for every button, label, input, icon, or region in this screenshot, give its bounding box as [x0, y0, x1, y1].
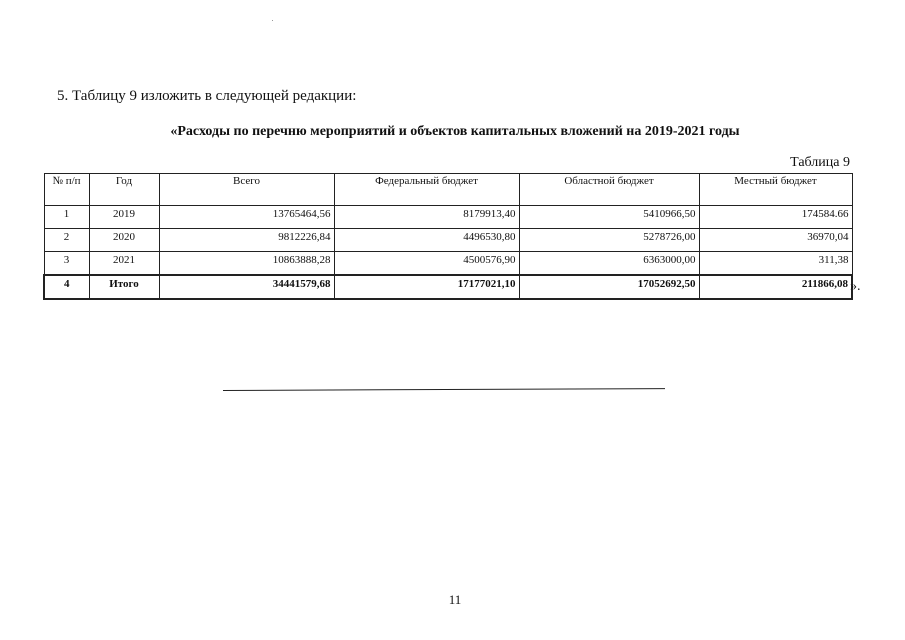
- cell-regional: 5278726,00: [519, 229, 699, 252]
- table-total-row: [44, 275, 852, 299]
- header-total: Всего: [159, 174, 334, 206]
- cell-num: 2: [44, 229, 89, 252]
- cell-total: 13765464,56: [159, 206, 334, 229]
- table-title: «Расходы по перечню мероприятий и объектов капитальных вложений на 2019-2021 годы: [170, 124, 740, 139]
- cell-federal: 4496530,80: [334, 229, 519, 252]
- header-local: Местный бюджет: [699, 174, 852, 206]
- page-number: 11: [448, 592, 462, 607]
- table-row: [44, 252, 852, 276]
- total-regional: 17052692,50: [519, 275, 699, 299]
- header-regional: Областной бюджет: [519, 174, 699, 206]
- cell-total: 10863888,28: [159, 252, 334, 276]
- cell-local: 36970,04: [699, 229, 852, 252]
- total-local: 211866,08: [699, 275, 852, 299]
- closing-quote: ».: [850, 279, 861, 294]
- cell-num: 1: [44, 206, 89, 229]
- cell-year: 2021: [89, 252, 159, 276]
- cell-regional: 6363000,00: [519, 252, 699, 276]
- header-year: Год: [89, 174, 159, 206]
- separator-line: [223, 388, 665, 391]
- cell-local: 311,38: [699, 252, 852, 276]
- table-row: [44, 229, 852, 252]
- cell-regional: 5410966,50: [519, 206, 699, 229]
- total-label: Итого: [89, 275, 159, 299]
- cell-year: 2020: [89, 229, 159, 252]
- table-row: [44, 206, 852, 229]
- cell-total: 9812226,84: [159, 229, 334, 252]
- table-caption: Таблица 9: [790, 155, 850, 170]
- total-all: 34441579,68: [159, 275, 334, 299]
- total-federal: 17177021,10: [334, 275, 519, 299]
- intro-text: 5. Таблицу 9 изложить в следующей редакции:: [57, 88, 357, 104]
- cell-year: 2019: [89, 206, 159, 229]
- header-num: № п/п: [44, 174, 89, 206]
- table-header-row: [44, 174, 852, 206]
- total-num: 4: [44, 275, 89, 299]
- cell-federal: 8179913,40: [334, 206, 519, 229]
- cell-num: 3: [44, 252, 89, 276]
- scan-speck: [272, 20, 273, 21]
- header-federal: Федеральный бюджет: [334, 174, 519, 206]
- cell-local: 174584.66: [699, 206, 852, 229]
- expenses-table: [43, 173, 853, 300]
- cell-federal: 4500576,90: [334, 252, 519, 276]
